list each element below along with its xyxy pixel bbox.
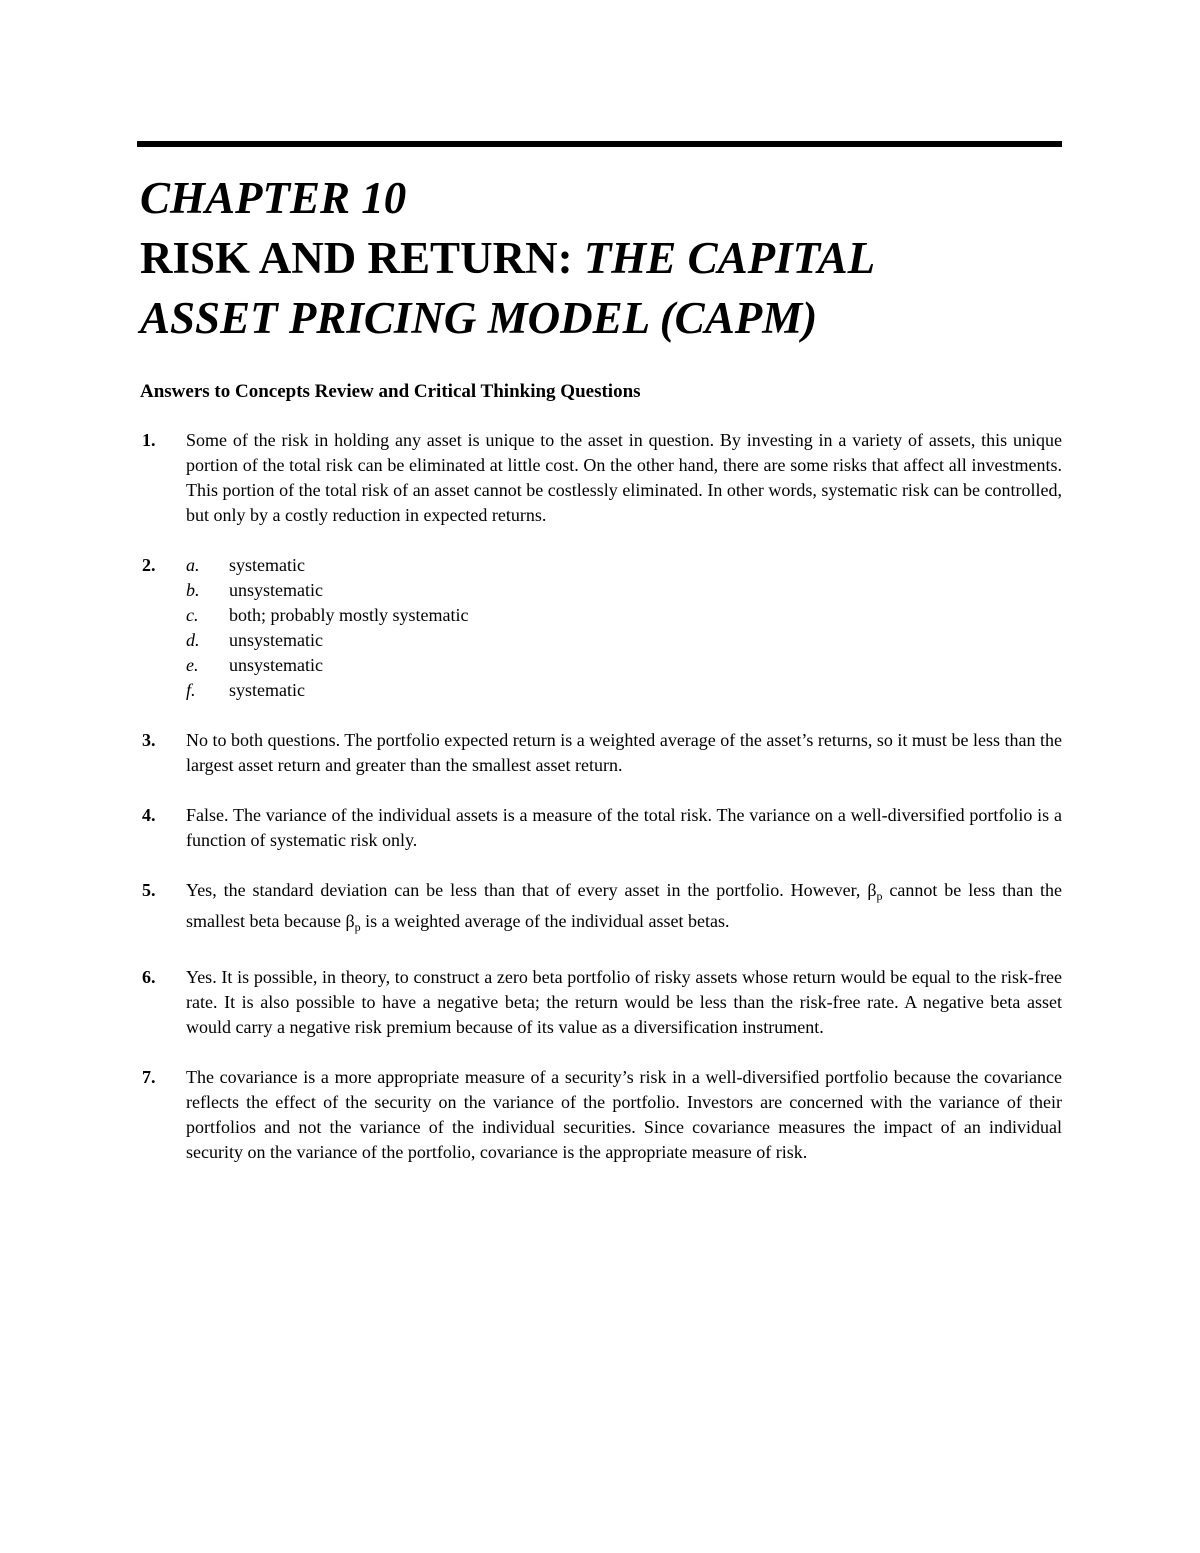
beta-subscript: p: [876, 889, 883, 903]
sub-letter: d.: [186, 630, 200, 650]
sub-text: both; probably mostly systematic: [229, 605, 469, 625]
answer-number: 3.: [142, 730, 156, 750]
answer-text-part-2: cannot be less than the smallest beta because: [186, 880, 1062, 931]
sub-answer-b: [186, 578, 1062, 603]
answer-2: [140, 553, 1062, 703]
answer-3: [140, 728, 1062, 778]
sub-answer-d: [186, 628, 1062, 653]
answer-number: 1.: [142, 430, 156, 450]
beta-subscript: p: [354, 920, 361, 934]
answer-number: 4.: [142, 805, 156, 825]
beta-symbol: β: [867, 880, 877, 900]
answer-text: Some of the risk in holding any asset is unique to the asset in question. By investing in a variety of assets, this unique portion of the total risk can be eliminated at little cost. On the other hand, there are some risks that affect all investments. This portion of the total risk of an asset cannot be costlessly eliminated. In other words, systematic risk can be controlled, but only by a costly reduction in expected returns.: [186, 430, 1062, 525]
answer-7: [140, 1065, 1062, 1165]
answer-text: The covariance is a more appropriate measure of a security’s risk in a well-diversified portfolio because the covariance reflects the effect of the security on the variance of the portfolio. Investors are concerned with the variance of their portfolios and not the variance of the individual securities. Since covariance measures the impact of an individual security on the variance of the portfolio, covariance is the appropriate measure of risk.: [186, 1067, 1062, 1162]
answer-6: [140, 965, 1062, 1040]
answer-text-part-3: is a weighted average of the individual asset betas.: [360, 911, 730, 931]
answer-1: [140, 428, 1062, 528]
sub-letter: e.: [186, 655, 199, 675]
sub-text: unsystematic: [229, 580, 323, 600]
answer-text: False. The variance of the individual assets is a measure of the total risk. The variance on a well-diversified portfolio is a function of systematic risk only.: [186, 805, 1062, 850]
chapter-title-plain: RISK AND RETURN:: [140, 233, 584, 283]
sub-text: unsystematic: [229, 630, 323, 650]
section-heading: Answers to Concepts Review and Critical Thinking Questions: [140, 381, 641, 402]
answer-text: Yes. It is possible, in theory, to construct a zero beta portfolio of risky assets whose return would be equal to the risk-free rate. It is also possible to have a negative beta; the return would be less than the risk-free rate. A negative beta asset would carry a negative risk premium because of its value as a diversification instrument.: [186, 967, 1062, 1037]
sub-answer-f: [186, 678, 1062, 703]
answer-number: 6.: [142, 967, 156, 987]
sub-letter: f.: [186, 680, 196, 700]
sub-text: unsystematic: [229, 655, 323, 675]
answer-number: 2.: [142, 555, 156, 575]
chapter-number: CHAPTER 10: [140, 173, 407, 223]
chapter-title-line-3: ASSET PRICING MODEL (CAPM): [140, 293, 818, 343]
chapter-title-italic: THE CAPITAL: [583, 233, 876, 283]
answer-sub-list: [186, 553, 1062, 703]
answer-number: 7.: [142, 1067, 156, 1087]
sub-answer-e: [186, 653, 1062, 678]
answer-text-part-1: Yes, the standard deviation can be less than that of every asset in the portfolio. However,: [186, 880, 868, 900]
top-rule: [137, 141, 1062, 147]
sub-text: systematic: [229, 555, 305, 575]
answer-5: [140, 878, 1062, 940]
sub-letter: b.: [186, 580, 200, 600]
answer-number: 5.: [142, 880, 156, 900]
chapter-title: [140, 168, 1080, 348]
answer-4: [140, 803, 1062, 853]
sub-text: systematic: [229, 680, 305, 700]
sub-letter: a.: [186, 555, 200, 575]
answer-text: [186, 878, 1062, 940]
beta-symbol: β: [345, 911, 355, 931]
answer-text: No to both questions. The portfolio expected return is a weighted average of the asset’s returns, so it must be less than the largest asset return and greater than the smallest asset return.: [186, 730, 1062, 775]
sub-letter: c.: [186, 605, 199, 625]
sub-answer-a: [186, 553, 1062, 578]
chapter-title-line-2: [140, 228, 1080, 288]
answers-list: [140, 428, 1062, 1190]
sub-answer-c: [186, 603, 1062, 628]
